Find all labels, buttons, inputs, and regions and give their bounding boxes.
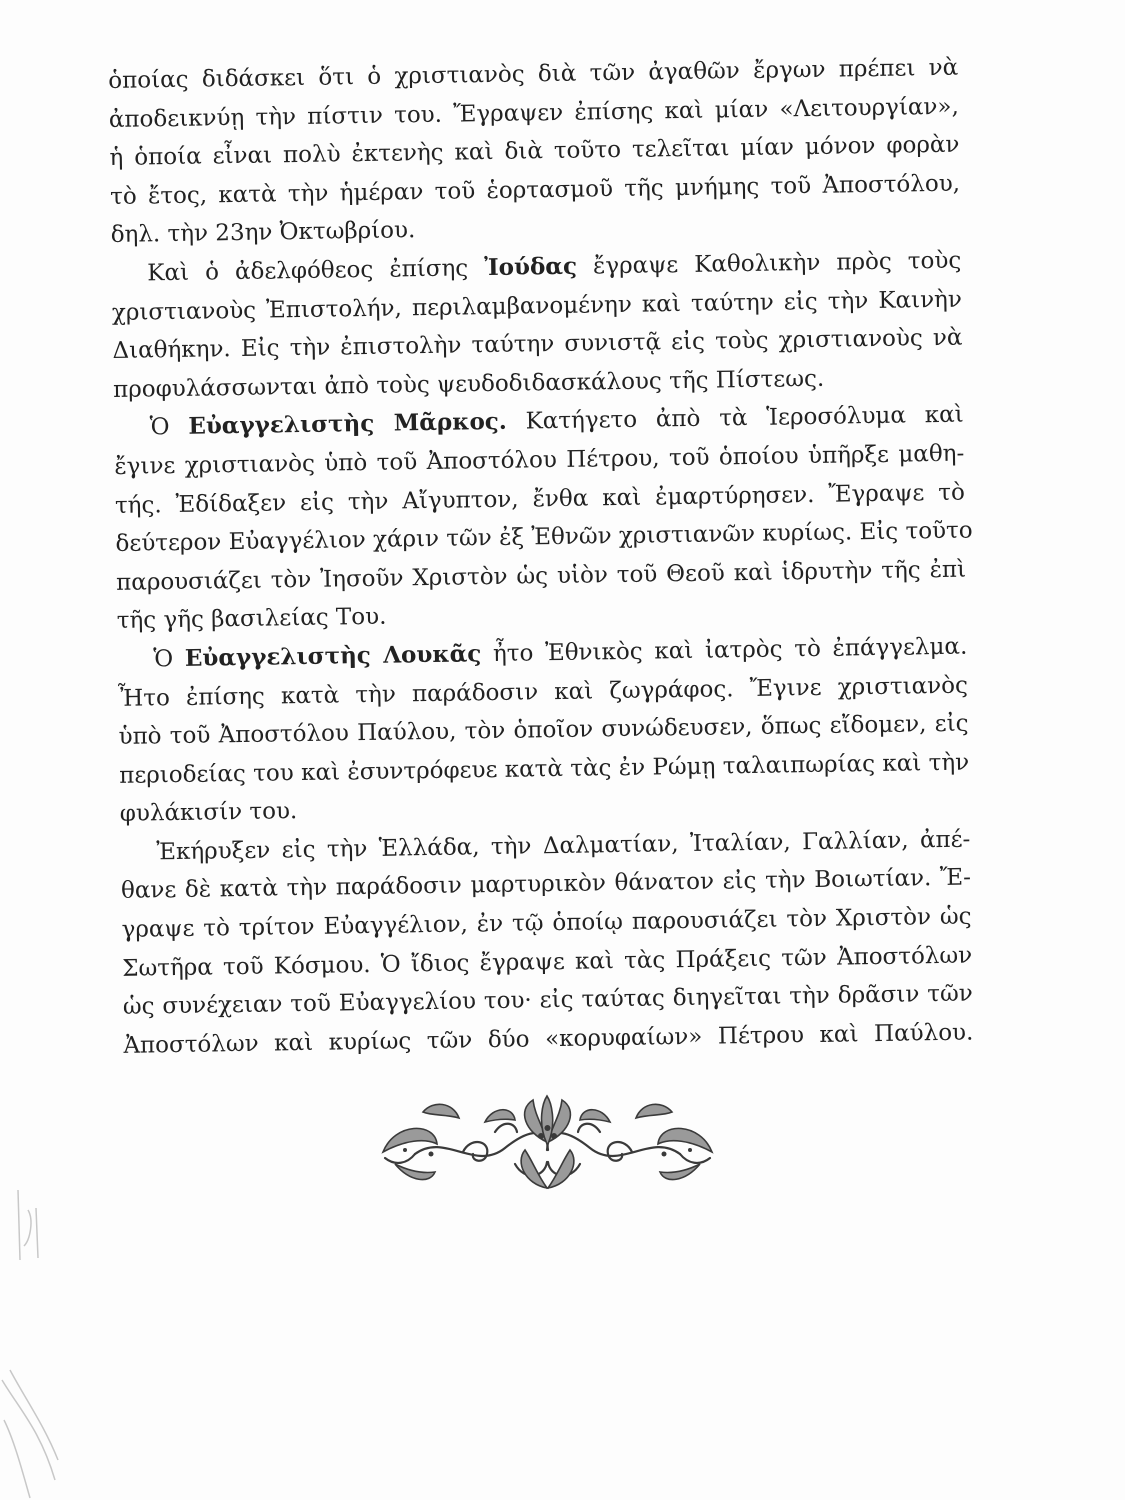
bold-name: Ἰούδας bbox=[484, 252, 578, 282]
text-line: περιοδείας του καὶ ἐσυντρόφευε κατὰ τὰς ἐν Ρώμῃ ταλαιπωρίας καὶ τὴν bbox=[119, 749, 970, 789]
text-run: Ὁ bbox=[149, 414, 189, 441]
text-line: Ἀποστόλων καὶ κυρίως τῶν δύο «κορυφαίων» Πέτρου καὶ Παύλου. bbox=[123, 1019, 974, 1059]
paragraph-2 bbox=[111, 242, 963, 410]
text-run: ἔγραψε Καθολικὴν πρὸς τοὺς bbox=[576, 247, 962, 280]
text-line: ἀποδεικνύῃ τὴν πίστιν του. Ἔγραψεν ἐπίσης καὶ μίαν «Λειτουργίαν», bbox=[108, 93, 960, 133]
paragraph-5 bbox=[120, 820, 974, 1065]
text-line: παρουσιάζει τὸν Ἰησοῦν Χριστὸν ὡς υἱὸν τοῦ Θεοῦ καὶ ἱδρυτὴν τῆς ἐπὶ bbox=[115, 556, 967, 596]
text-line: θανε δὲ κατὰ τὴν παράδοσιν μαρτυρικὸν θάνατον εἰς τὴν Βοιωτίαν. Ἔ- bbox=[120, 865, 972, 905]
text-line: ἡ ὁποία εἶναι πολὺ ἐκτενὴς καὶ διὰ τοῦτο τελεῖται μίαν μόνον φορὰν bbox=[109, 131, 960, 172]
text-run: Ὁ bbox=[153, 645, 186, 673]
text-line: Ἐκήρυξεν εἰς τὴν Ἑλλάδα, τὴν Δαλματίαν, Ἰταλίαν, Γαλλίαν, ἀπέ- bbox=[156, 826, 971, 866]
paragraph-3 bbox=[113, 396, 973, 641]
bold-heading: Εὐαγγελιστὴς Μᾶρκος. bbox=[188, 408, 508, 441]
text-line: δηλ. τὴν 23ην Ὀκτωβρίου. bbox=[110, 217, 416, 249]
paragraph-4 bbox=[117, 627, 970, 833]
text-line: Σωτῆρα τοῦ Κόσμου. Ὁ ἴδιος ἔγραψε καὶ τὰς Πράξεις τῶν Ἀποστόλων bbox=[122, 942, 973, 982]
text-run: Κατήγετο ἀπὸ τὰ Ἱεροσόλυμα καὶ bbox=[506, 401, 964, 436]
text-line: Ἦτο ἐπίσης κατὰ τὴν παράδοσιν καὶ ζωγράφος. Ἔγινε χριστιανὸς bbox=[117, 672, 969, 712]
text-line: τὸ ἔτος, κατὰ τὴν ἡμέραν τοῦ ἑορτασμοῦ τῆς μνήμης τοῦ Ἀποστόλου, bbox=[109, 170, 961, 210]
paragraph-1 bbox=[108, 49, 961, 255]
text-line: ὁποίας διδάσκει ὅτι ὁ χριστιανὸς διὰ τῶν ἀγαθῶν ἔργων πρέπει νὰ bbox=[108, 54, 959, 94]
text-run: Καὶ ὁ ἀδελφόθεος ἐπίσης bbox=[147, 255, 485, 287]
text-line: ὑπὸ τοῦ Ἀποστόλου Παύλου, τὸν ὁποῖον συνώδευσεν, ὅπως εἴδομεν, εἰς bbox=[118, 710, 969, 751]
text-line: προφυλάσσωνται ἀπὸ τοὺς ψευδοδιδασκάλους τῆς Πίστεως. bbox=[112, 365, 825, 403]
text-line: ὡς συνέχειαν τοῦ Εὐαγγελίου του· εἰς ταύτας διηγεῖται τὴν δρᾶσιν τῶν bbox=[122, 980, 973, 1021]
text-line: φυλάκισίν του. bbox=[119, 798, 298, 828]
text-line: δεύτερον Εὐαγγέλιον χάριν τῶν ἐξ Ἐθνῶν χριστιανῶν κυρίως. Εἰς τοῦτο bbox=[115, 517, 973, 558]
bold-heading: Εὐαγγελιστὴς Λουκᾶς bbox=[184, 640, 482, 672]
text-line: Διαθήκην. Εἰς τὴν ἐπιστολὴν ταύτην συνιστᾷ εἰς τοὺς χριστιανοὺς νὰ bbox=[112, 324, 963, 365]
body-text bbox=[108, 49, 974, 1066]
text-line: ἔγινε χριστιανὸς ὑπὸ τοῦ Ἀποστόλου Πέτρου, τοῦ ὁποίου ὑπῆρξε μαθη- bbox=[114, 440, 965, 480]
text-line: γραψε τὸ τρίτον Εὐαγγέλιον, ἐν τῷ ὁποίῳ παρουσιάζει τὸν Χριστὸν ὡς bbox=[121, 903, 972, 943]
text-line: τής. Ἐδίδαξεν εἰς τὴν Αἴγυπτον, ἔνθα καὶ ἐμαρτύρησεν. Ἔγραψε τὸ bbox=[114, 479, 966, 519]
pencil-mark bbox=[0, 1180, 60, 1500]
text-run: ἦτο Ἐθνικὸς καὶ ἰατρὸς τὸ ἐπάγγελμα. bbox=[481, 633, 968, 668]
text-line: τῆς γῆς βασιλείας Του. bbox=[116, 604, 387, 635]
text-line: χριστιανοὺς Ἐπιστολήν, περιλαμβανομένην καὶ ταύτην εἰς τὴν Καινὴν bbox=[111, 286, 963, 326]
floral-ornament-icon bbox=[375, 1092, 720, 1202]
